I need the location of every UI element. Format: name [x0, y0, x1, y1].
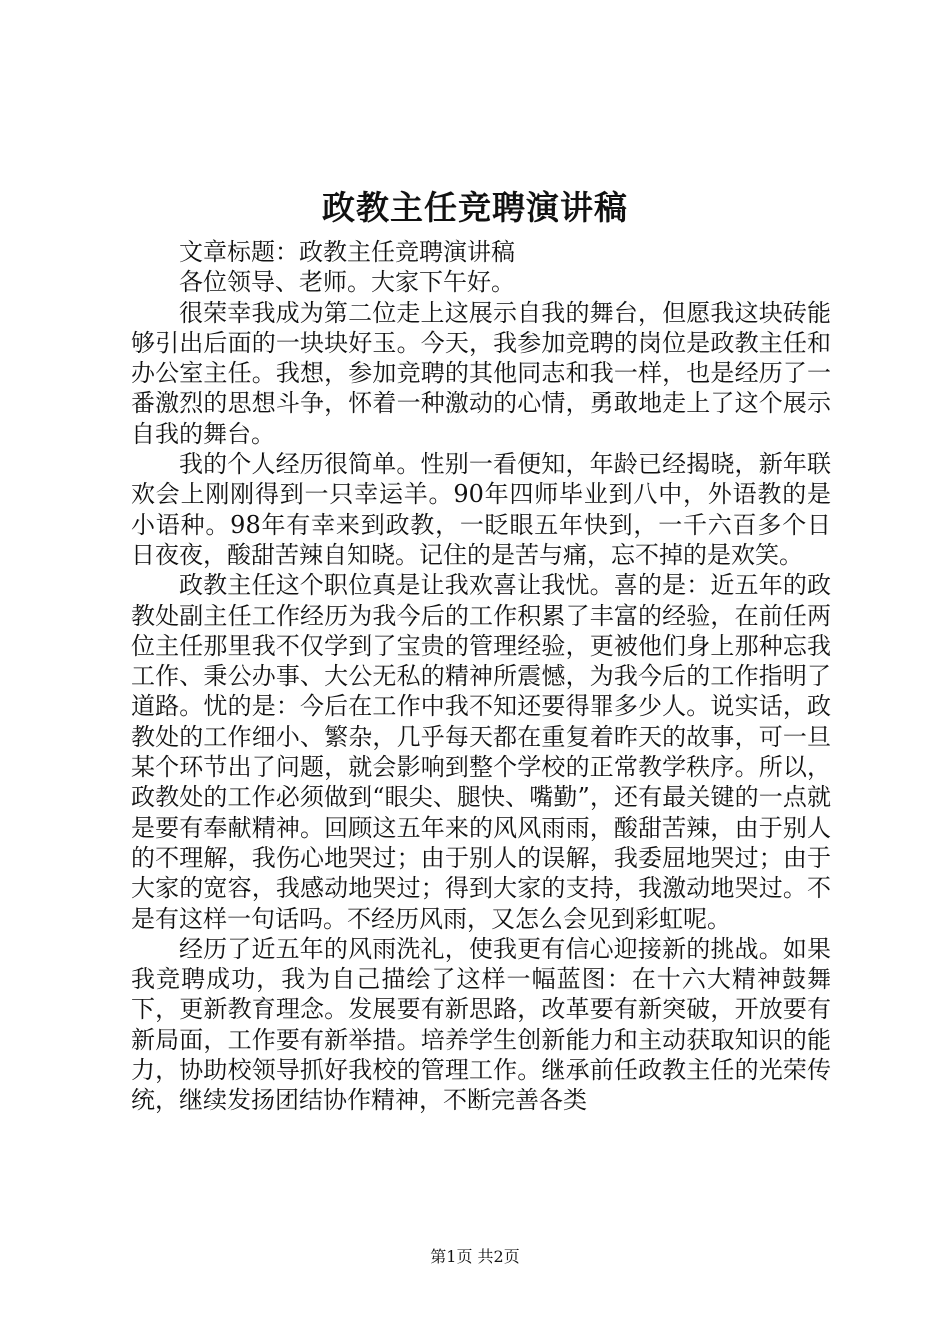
- paragraph-introduction: 很荣幸我成为第二位走上这展示自我的舞台，但愿我这块砖能够引出后面的一块块好玉。今天，我参加竞聘的岗位是政教主任和办公室主任。我想，参加竞聘的其他同志和我一样，也是经历了一番激烈的思想斗争，怀着一种激动的心情，勇敢地走上了这个展示自我的舞台。: [131, 298, 831, 448]
- document-body: [131, 237, 831, 1116]
- paragraph-future-plan: 经历了近五年的风雨洗礼，使我更有信心迎接新的挑战。如果我竞聘成功，我为自己描绘了这样一幅蓝图：在十六大精神鼓舞下，更新教育理念。发展要有新思路，改革要有新突破，开放要有新局面，工作要有新举措。培养学生创新能力和主动获取知识的能力，协助校领导抓好我校的管理工作。继承前任政教主任的光荣传统，继续发扬团结协作精神，不断完善各类: [131, 934, 831, 1115]
- document-title: 政教主任竞聘演讲稿: [322, 188, 628, 227]
- paragraph-position-reflection: 政教主任这个职位真是让我欢喜让我忧。喜的是：近五年的政教处副主任工作经历为我今后的工作积累了丰富的经验，在前任两位主任那里我不仅学到了宝贵的管理经验，更被他们身上那种忘我工作、秉公办事、大公无私的精神所震憾，为我今后的工作指明了道路。忧的是：今后在工作中我不知还要得罪多少人。说实话，政教处的工作细小、繁杂，几乎每天都在重复着昨天的故事，可一旦某个环节出了问题，就会影响到整个学校的正常教学秩序。所以，政教处的工作必须做到“眼尖、腿快、嘴勤”，还有最关键的一点就是要有奉献精神。回顾这五年来的风风雨雨，酸甜苦辣，由于别人的不理解，我伤心地哭过；由于别人的误解，我委屈地哭过；由于大家的宽容，我感动地哭过；得到大家的支持，我激动地哭过。不是有这样一句话吗。不经历风雨，又怎么会见到彩虹呢。: [131, 571, 831, 933]
- paragraph-greeting: 各位领导、老师。大家下午好。: [179, 268, 515, 297]
- paragraph-article-title: 文章标题：政教主任竞聘演讲稿: [179, 238, 515, 266]
- paragraph-personal-experience: 我的个人经历很简单。性别一看便知，年龄已经揭晓，新年联欢会上刚刚得到一只幸运羊。90年四师毕业到八中，外语教的是小语种。98年有幸来到政教，一眨眼五年快到，一千六百多个日日夜夜，酸甜苦辣自知晓。记住的是苦与痛，忘不掉的是欢笑。: [131, 450, 831, 569]
- page-number-footer: 第1页 共2页: [430, 1247, 520, 1266]
